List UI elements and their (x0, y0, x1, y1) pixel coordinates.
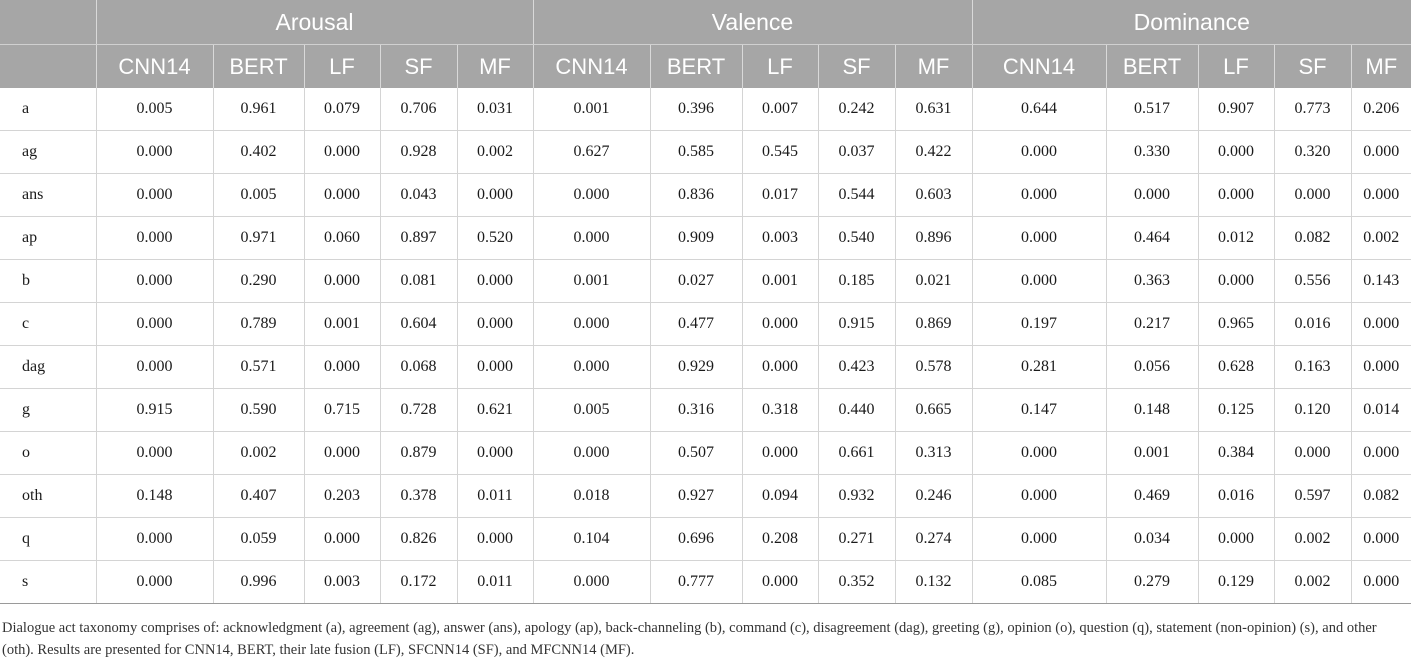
value-cell: 0.520 (457, 217, 533, 260)
subcolumn-header-arousal-cnn14: CNN14 (96, 45, 213, 89)
value-cell: 0.352 (818, 561, 895, 604)
value-cell: 0.585 (650, 131, 742, 174)
value-cell: 0.000 (972, 475, 1106, 518)
table-header (0, 0, 1411, 88)
value-cell: 0.197 (972, 303, 1106, 346)
value-cell: 0.517 (1106, 88, 1198, 131)
value-cell: 0.318 (742, 389, 818, 432)
table-row (0, 260, 1411, 303)
value-cell: 0.000 (457, 174, 533, 217)
value-cell: 0.407 (213, 475, 304, 518)
value-cell: 0.000 (457, 260, 533, 303)
value-cell: 0.281 (972, 346, 1106, 389)
value-cell: 0.148 (1106, 389, 1198, 432)
value-cell: 0.031 (457, 88, 533, 131)
value-cell: 0.000 (304, 131, 380, 174)
value-cell: 0.003 (742, 217, 818, 260)
row-label: ap (0, 217, 96, 260)
value-cell: 0.571 (213, 346, 304, 389)
subcolumn-header-valence-cnn14: CNN14 (533, 45, 650, 89)
value-cell: 0.000 (1351, 518, 1411, 561)
value-cell: 0.556 (1274, 260, 1351, 303)
value-cell: 0.068 (380, 346, 457, 389)
value-cell: 0.043 (380, 174, 457, 217)
value-cell: 0.001 (304, 303, 380, 346)
value-cell: 0.423 (818, 346, 895, 389)
value-cell: 0.507 (650, 432, 742, 475)
value-cell: 0.000 (96, 561, 213, 604)
value-cell: 0.627 (533, 131, 650, 174)
value-cell: 0.316 (650, 389, 742, 432)
value-cell: 0.000 (457, 303, 533, 346)
table-row (0, 389, 1411, 432)
value-cell: 0.125 (1198, 389, 1274, 432)
subcolumn-header-valence-bert: BERT (650, 45, 742, 89)
group-header-valence: Valence (533, 0, 972, 45)
value-cell: 0.631 (895, 88, 972, 131)
value-cell: 0.628 (1198, 346, 1274, 389)
value-cell: 0.000 (96, 346, 213, 389)
table-row (0, 561, 1411, 604)
value-cell: 0.021 (895, 260, 972, 303)
value-cell: 0.027 (650, 260, 742, 303)
value-cell: 0.002 (213, 432, 304, 475)
value-cell: 0.540 (818, 217, 895, 260)
row-label: s (0, 561, 96, 604)
value-cell: 0.000 (304, 346, 380, 389)
value-cell: 0.000 (304, 260, 380, 303)
value-cell: 0.826 (380, 518, 457, 561)
value-cell: 0.000 (1198, 174, 1274, 217)
value-cell: 0.590 (213, 389, 304, 432)
value-cell: 0.000 (533, 303, 650, 346)
table-body (0, 88, 1411, 604)
row-label: o (0, 432, 96, 475)
subcolumn-header-dominance-cnn14: CNN14 (972, 45, 1106, 89)
value-cell: 0.000 (96, 432, 213, 475)
value-cell: 0.000 (533, 561, 650, 604)
value-cell: 0.185 (818, 260, 895, 303)
value-cell: 0.217 (1106, 303, 1198, 346)
row-label: oth (0, 475, 96, 518)
value-cell: 0.143 (1351, 260, 1411, 303)
table-footnote: Dialogue act taxonomy comprises of: acknowledgment (a), agreement (ag), answer (ans), apology (ap), back-channeling (b), command (c), disagreement (dag), greeting (g), opinion (o), question (q), statement (non-opinion) (s), and other (oth). Results are presented for CNN14, BERT, their late fusion (LF), SFCNN14 (SF), and MFCNN14 (MF). (2, 620, 1377, 658)
value-cell: 0.706 (380, 88, 457, 131)
value-cell: 0.477 (650, 303, 742, 346)
table-row (0, 131, 1411, 174)
table-row (0, 475, 1411, 518)
value-cell: 0.003 (304, 561, 380, 604)
value-cell: 0.000 (1351, 432, 1411, 475)
value-cell: 0.665 (895, 389, 972, 432)
value-cell: 0.000 (96, 217, 213, 260)
value-cell: 0.000 (1351, 303, 1411, 346)
value-cell: 0.544 (818, 174, 895, 217)
value-cell: 0.060 (304, 217, 380, 260)
value-cell: 0.927 (650, 475, 742, 518)
value-cell: 0.000 (1198, 260, 1274, 303)
value-cell: 0.932 (818, 475, 895, 518)
value-cell: 0.172 (380, 561, 457, 604)
value-cell: 0.440 (818, 389, 895, 432)
value-cell: 0.965 (1198, 303, 1274, 346)
value-cell: 0.148 (96, 475, 213, 518)
value-cell: 0.696 (650, 518, 742, 561)
value-cell: 0.000 (1274, 174, 1351, 217)
value-cell: 0.000 (1351, 131, 1411, 174)
value-cell: 0.274 (895, 518, 972, 561)
value-cell: 0.469 (1106, 475, 1198, 518)
value-cell: 0.402 (213, 131, 304, 174)
group-header-dominance: Dominance (972, 0, 1411, 45)
value-cell: 0.012 (1198, 217, 1274, 260)
value-cell: 0.085 (972, 561, 1106, 604)
value-cell: 0.363 (1106, 260, 1198, 303)
value-cell: 0.000 (533, 217, 650, 260)
value-cell: 0.396 (650, 88, 742, 131)
value-cell: 0.422 (895, 131, 972, 174)
value-cell: 0.208 (742, 518, 818, 561)
row-label: b (0, 260, 96, 303)
table-row (0, 518, 1411, 561)
table-row (0, 432, 1411, 475)
subcolumn-header-arousal-bert: BERT (213, 45, 304, 89)
value-cell: 0.996 (213, 561, 304, 604)
subcolumn-header-arousal-lf: LF (304, 45, 380, 89)
value-cell: 0.000 (742, 561, 818, 604)
value-cell: 0.000 (96, 518, 213, 561)
value-cell: 0.929 (650, 346, 742, 389)
value-cell: 0.000 (972, 217, 1106, 260)
value-cell: 0.603 (895, 174, 972, 217)
subcolumn-header-valence-mf: MF (895, 45, 972, 89)
value-cell: 0.290 (213, 260, 304, 303)
value-cell: 0.011 (457, 475, 533, 518)
value-cell: 0.014 (1351, 389, 1411, 432)
value-cell: 0.001 (742, 260, 818, 303)
row-label: ans (0, 174, 96, 217)
stub-subheader (0, 45, 96, 89)
value-cell: 0.132 (895, 561, 972, 604)
value-cell: 0.777 (650, 561, 742, 604)
row-label: ag (0, 131, 96, 174)
value-cell: 0.604 (380, 303, 457, 346)
group-header-row (0, 0, 1411, 45)
value-cell: 0.879 (380, 432, 457, 475)
value-cell: 0.094 (742, 475, 818, 518)
value-cell: 0.005 (533, 389, 650, 432)
value-cell: 0.000 (533, 174, 650, 217)
value-cell: 0.000 (96, 131, 213, 174)
value-cell: 0.464 (1106, 217, 1198, 260)
value-cell: 0.018 (533, 475, 650, 518)
subcolumn-header-valence-lf: LF (742, 45, 818, 89)
value-cell: 0.082 (1351, 475, 1411, 518)
value-cell: 0.545 (742, 131, 818, 174)
value-cell: 0.034 (1106, 518, 1198, 561)
value-cell: 0.313 (895, 432, 972, 475)
value-cell: 0.002 (457, 131, 533, 174)
row-label: c (0, 303, 96, 346)
stub-header (0, 0, 96, 45)
value-cell: 0.000 (972, 260, 1106, 303)
subcolumn-header-dominance-bert: BERT (1106, 45, 1198, 89)
value-cell: 0.079 (304, 88, 380, 131)
value-cell: 0.869 (895, 303, 972, 346)
value-cell: 0.661 (818, 432, 895, 475)
value-cell: 0.001 (1106, 432, 1198, 475)
value-cell: 0.320 (1274, 131, 1351, 174)
table-row (0, 174, 1411, 217)
value-cell: 0.000 (1274, 432, 1351, 475)
value-cell: 0.000 (457, 518, 533, 561)
table-row (0, 346, 1411, 389)
subcolumn-header-arousal-mf: MF (457, 45, 533, 89)
value-cell: 0.129 (1198, 561, 1274, 604)
value-cell: 0.000 (1351, 561, 1411, 604)
value-cell: 0.597 (1274, 475, 1351, 518)
value-cell: 0.000 (1351, 174, 1411, 217)
value-cell: 0.897 (380, 217, 457, 260)
value-cell: 0.007 (742, 88, 818, 131)
value-cell: 0.059 (213, 518, 304, 561)
value-cell: 0.915 (818, 303, 895, 346)
value-cell: 0.789 (213, 303, 304, 346)
value-cell: 0.000 (457, 432, 533, 475)
value-cell: 0.002 (1274, 518, 1351, 561)
value-cell: 0.056 (1106, 346, 1198, 389)
subcolumn-header-dominance-lf: LF (1198, 45, 1274, 89)
value-cell: 0.000 (533, 432, 650, 475)
value-cell: 0.000 (742, 346, 818, 389)
value-cell: 0.000 (96, 174, 213, 217)
value-cell: 0.644 (972, 88, 1106, 131)
value-cell: 0.928 (380, 131, 457, 174)
value-cell: 0.005 (96, 88, 213, 131)
value-cell: 0.001 (533, 88, 650, 131)
value-cell: 0.578 (895, 346, 972, 389)
value-cell: 0.163 (1274, 346, 1351, 389)
value-cell: 0.000 (972, 131, 1106, 174)
value-cell: 0.081 (380, 260, 457, 303)
value-cell: 0.384 (1198, 432, 1274, 475)
value-cell: 0.773 (1274, 88, 1351, 131)
table-row (0, 217, 1411, 260)
value-cell: 0.378 (380, 475, 457, 518)
row-label: dag (0, 346, 96, 389)
value-cell: 0.000 (972, 174, 1106, 217)
subcolumn-header-dominance-sf: SF (1274, 45, 1351, 89)
row-label: q (0, 518, 96, 561)
value-cell: 0.621 (457, 389, 533, 432)
value-cell: 0.000 (457, 346, 533, 389)
value-cell: 0.330 (1106, 131, 1198, 174)
value-cell: 0.000 (1198, 131, 1274, 174)
table-row (0, 303, 1411, 346)
value-cell: 0.016 (1198, 475, 1274, 518)
value-cell: 0.206 (1351, 88, 1411, 131)
value-cell: 0.001 (533, 260, 650, 303)
value-cell: 0.203 (304, 475, 380, 518)
value-cell: 0.000 (533, 346, 650, 389)
value-cell: 0.279 (1106, 561, 1198, 604)
value-cell: 0.000 (304, 174, 380, 217)
value-cell: 0.271 (818, 518, 895, 561)
value-cell: 0.836 (650, 174, 742, 217)
value-cell: 0.000 (1351, 346, 1411, 389)
value-cell: 0.011 (457, 561, 533, 604)
value-cell: 0.002 (1351, 217, 1411, 260)
value-cell: 0.005 (213, 174, 304, 217)
value-cell: 0.000 (1198, 518, 1274, 561)
value-cell: 0.147 (972, 389, 1106, 432)
value-cell: 0.907 (1198, 88, 1274, 131)
value-cell: 0.961 (213, 88, 304, 131)
row-label: a (0, 88, 96, 131)
value-cell: 0.002 (1274, 561, 1351, 604)
row-label: g (0, 389, 96, 432)
value-cell: 0.896 (895, 217, 972, 260)
value-cell: 0.715 (304, 389, 380, 432)
value-cell: 0.242 (818, 88, 895, 131)
table-row (0, 88, 1411, 131)
group-header-arousal: Arousal (96, 0, 533, 45)
value-cell: 0.971 (213, 217, 304, 260)
value-cell: 0.915 (96, 389, 213, 432)
value-cell: 0.120 (1274, 389, 1351, 432)
subcolumn-header-arousal-sf: SF (380, 45, 457, 89)
value-cell: 0.037 (818, 131, 895, 174)
value-cell: 0.000 (96, 260, 213, 303)
value-cell: 0.000 (972, 432, 1106, 475)
value-cell: 0.104 (533, 518, 650, 561)
value-cell: 0.082 (1274, 217, 1351, 260)
value-cell: 0.000 (304, 432, 380, 475)
value-cell: 0.246 (895, 475, 972, 518)
subcolumn-header-row (0, 45, 1411, 89)
value-cell: 0.000 (304, 518, 380, 561)
subcolumn-header-valence-sf: SF (818, 45, 895, 89)
value-cell: 0.000 (972, 518, 1106, 561)
value-cell: 0.728 (380, 389, 457, 432)
value-cell: 0.000 (1106, 174, 1198, 217)
value-cell: 0.909 (650, 217, 742, 260)
value-cell: 0.000 (96, 303, 213, 346)
subcolumn-header-dominance-mf: MF (1351, 45, 1411, 89)
value-cell: 0.016 (1274, 303, 1351, 346)
value-cell: 0.000 (742, 432, 818, 475)
value-cell: 0.000 (742, 303, 818, 346)
value-cell: 0.017 (742, 174, 818, 217)
